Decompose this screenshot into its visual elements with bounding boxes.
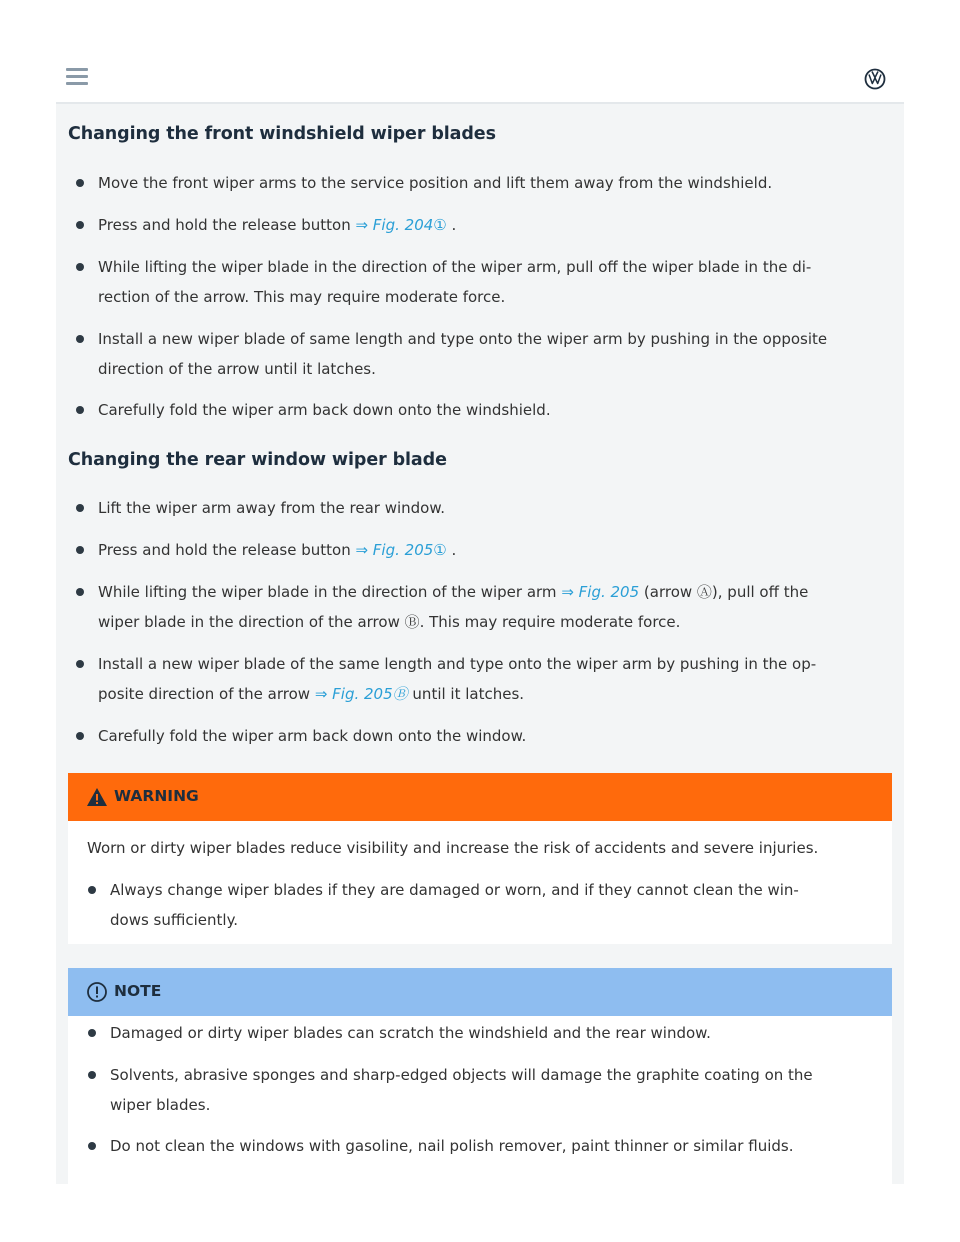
bullet-dot-icon (76, 221, 84, 229)
figure-link[interactable]: ⇒ Fig. 205 (561, 583, 640, 601)
list-item: Always change wiper blades if they are damaged or worn, and if they cannot clean the win- dows sufficiently. (88, 875, 878, 935)
list-item: Carefully fold the wiper arm back down onto the window. (76, 721, 896, 751)
bullet-dot-icon (76, 546, 84, 554)
warning-box (68, 773, 892, 944)
manual-content (56, 104, 904, 1184)
bullet-dot-icon (76, 732, 84, 740)
list-item: Press and hold the release button ⇒ Fig. 205① . (76, 535, 896, 565)
bullet-dot-icon (88, 886, 96, 894)
warning-header (68, 773, 892, 821)
bullet-dot-icon (88, 1142, 96, 1150)
list-item: Install a new wiper blade of the same length and type onto the wiper arm by pushing in the op- posite direction of the arrow ⇒ Fig. 205Ⓑ until it latches. (76, 649, 896, 709)
figure-link[interactable]: ⇒ Fig. 205① (355, 541, 447, 559)
list-item: Lift the wiper arm away from the rear window. (76, 493, 896, 523)
top-bar (56, 52, 904, 104)
list-item: Press and hold the release button ⇒ Fig. 204① . (76, 210, 896, 240)
list-item: Solvents, abrasive sponges and sharp-edged objects will damage the graphite coating on the wiper blades. (88, 1060, 878, 1120)
list-item: Install a new wiper blade of same length and type onto the wiper arm by pushing in the opposite direction of the arrow until it latches. (76, 324, 896, 384)
list-item: Do not clean the windows with gasoline, nail polish remover, paint thinner or similar fluids. (88, 1131, 878, 1161)
figure-link[interactable]: ⇒ Fig. 205Ⓑ (314, 685, 408, 703)
list-item: Damaged or dirty wiper blades can scratch the windshield and the rear window. (88, 1018, 878, 1048)
warning-triangle-icon (86, 786, 108, 808)
list-item: While lifting the wiper blade in the direction of the wiper arm ⇒ Fig. 205 (arrow Ⓐ), pull off the wiper blade in the direction of the arrow Ⓑ. This may require moderate force. (76, 577, 896, 637)
warning-label: WARNING (114, 787, 199, 805)
exclamation-circle-icon (86, 981, 108, 1003)
section-title-rear: Changing the rear window wiper blade (68, 450, 447, 470)
figure-link[interactable]: ⇒ Fig. 204① (355, 216, 447, 234)
bullet-dot-icon (76, 588, 84, 596)
note-label: NOTE (114, 982, 162, 1000)
warning-text: Worn or dirty wiper blades reduce visibility and increase the risk of accidents and severe injuries. (87, 839, 819, 857)
bullet-dot-icon (88, 1029, 96, 1037)
bullet-dot-icon (76, 263, 84, 271)
hamburger-menu-icon[interactable] (66, 68, 88, 86)
bullet-dot-icon (76, 504, 84, 512)
list-item: Carefully fold the wiper arm back down onto the windshield. (76, 395, 896, 425)
list-item: While lifting the wiper blade in the direction of the wiper arm, pull off the wiper blade in the di- rection of the arrow. This may require moderate force. (76, 252, 896, 312)
bullet-dot-icon (76, 335, 84, 343)
note-box (68, 968, 892, 1184)
brand-logo-icon[interactable] (864, 68, 886, 90)
list-item: Move the front wiper arms to the service position and lift them away from the windshield. (76, 168, 896, 198)
bullet-dot-icon (76, 179, 84, 187)
bullet-dot-icon (88, 1071, 96, 1079)
section-title-front: Changing the front windshield wiper blades (68, 124, 496, 144)
note-header (68, 968, 892, 1016)
bullet-dot-icon (76, 660, 84, 668)
bullet-dot-icon (76, 406, 84, 414)
